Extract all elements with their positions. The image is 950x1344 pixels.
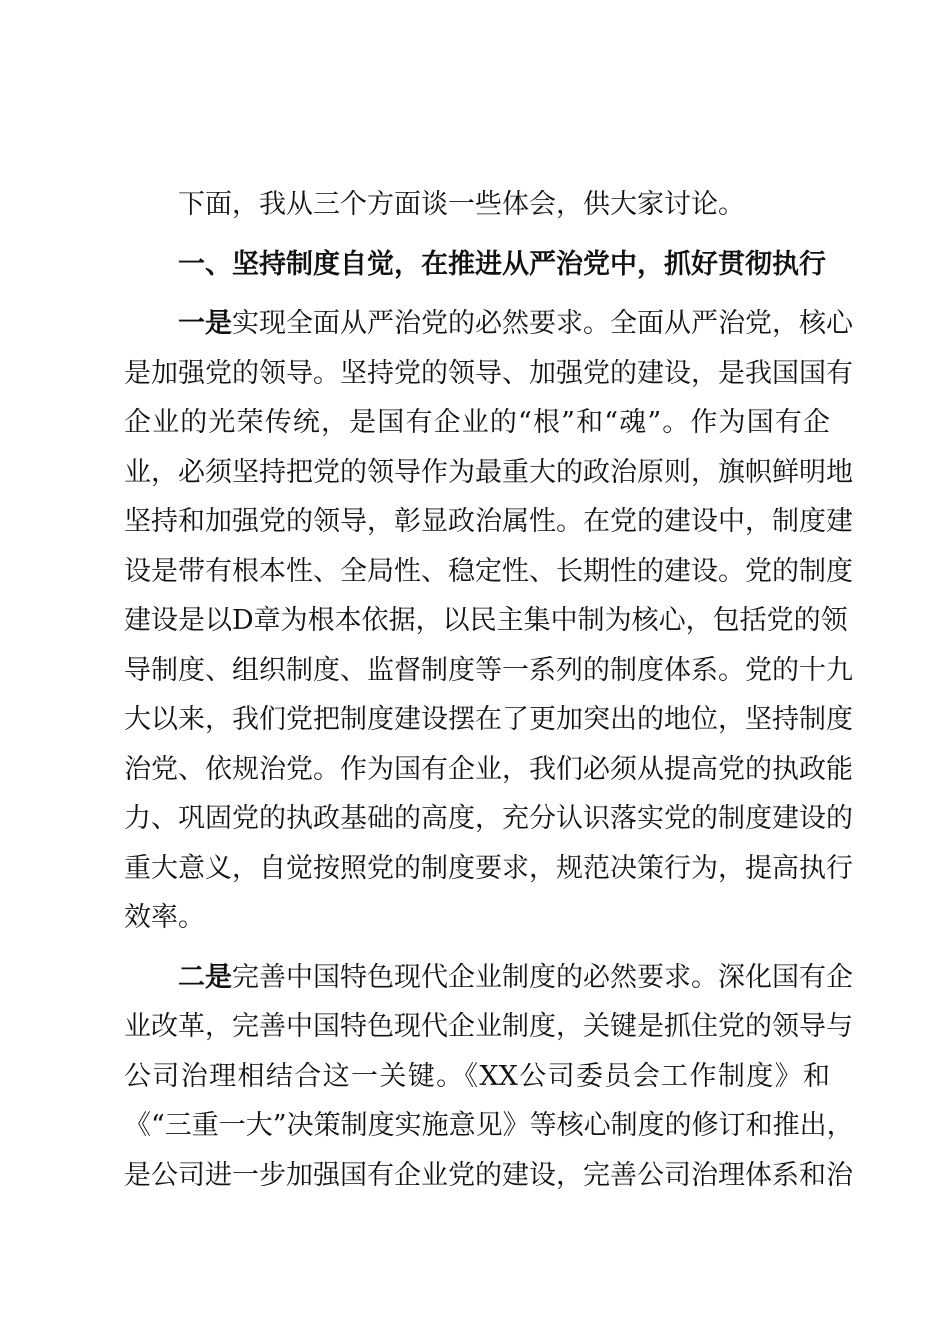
paragraph-1-line: 力、巩固党的执政基础的高度，充分认识落实党的制度建设的 (124, 803, 853, 834)
paragraph-1-line: 治党、依规治党。作为国有企业，我们必须从提高党的执政能 (124, 753, 853, 785)
paragraph-1-line: 业，必须坚持把党的领导作为最重大的政治原则，旗帜鲜明地 (124, 456, 853, 488)
paragraph-1-line: 建设是以D章为根本依据，以民主集中制为核心，包括党的领 (124, 605, 848, 636)
paragraph-1-line: 一是实现全面从严治党的必然要求。全面从严治党，核心 (178, 308, 853, 339)
paragraph-1-line: 导制度、组织制度、监督制度等一系列的制度体系。党的十九 (124, 654, 853, 686)
document-body (124, 180, 854, 1200)
paragraph-2-line: 业改革，完善中国特色现代企业制度，关键是抓住党的领导与 (124, 1011, 853, 1042)
paragraph-1-line: 坚持和加强党的领导，彰显政治属性。在党的建设中，制度建 (124, 506, 853, 537)
paragraph-1-line: 大以来，我们党把制度建设摆在了更加突出的地位，坚持制度 (124, 704, 853, 735)
section-heading: 一、坚持制度自觉，在推进从严治党中，抓好贯彻执行 (178, 248, 826, 280)
intro-paragraph: 下面，我从三个方面谈一些体会，供大家讨论。 (178, 189, 745, 220)
paragraph-1-line: 效率。 (124, 902, 205, 933)
paragraph-2-line: 公司治理相结合这一关键。《XX公司委员会工作制度》和 (124, 1060, 830, 1092)
paragraph-1-line: 设是带有根本性、全局性、稳定性、长期性的建设。党的制度 (124, 555, 853, 587)
paragraph-2-line: 是公司进一步加强国有企业党的建设，完善公司治理体系和治 (124, 1159, 853, 1191)
paragraph-1-lead: 一是 (178, 308, 232, 339)
paragraph-2-line: 二是完善中国特色现代企业制度的必然要求。深化国有企 (178, 961, 853, 993)
paragraph-1-line: 是加强党的领导。坚持党的领导、加强党的建设，是我国国有 (124, 357, 853, 389)
paragraph-1-line: 企业的光荣传统，是国有企业的“根”和“魂”。作为国有企 (124, 407, 830, 438)
paragraph-2-line: 《“三重一大”决策制度实施意见》等核心制度的修订和推出， (124, 1110, 854, 1141)
paragraph-2-lead: 二是 (178, 961, 232, 993)
paragraph-1-line: 重大意义，自觉按照党的制度要求，规范决策行为，提高执行 (124, 852, 853, 884)
